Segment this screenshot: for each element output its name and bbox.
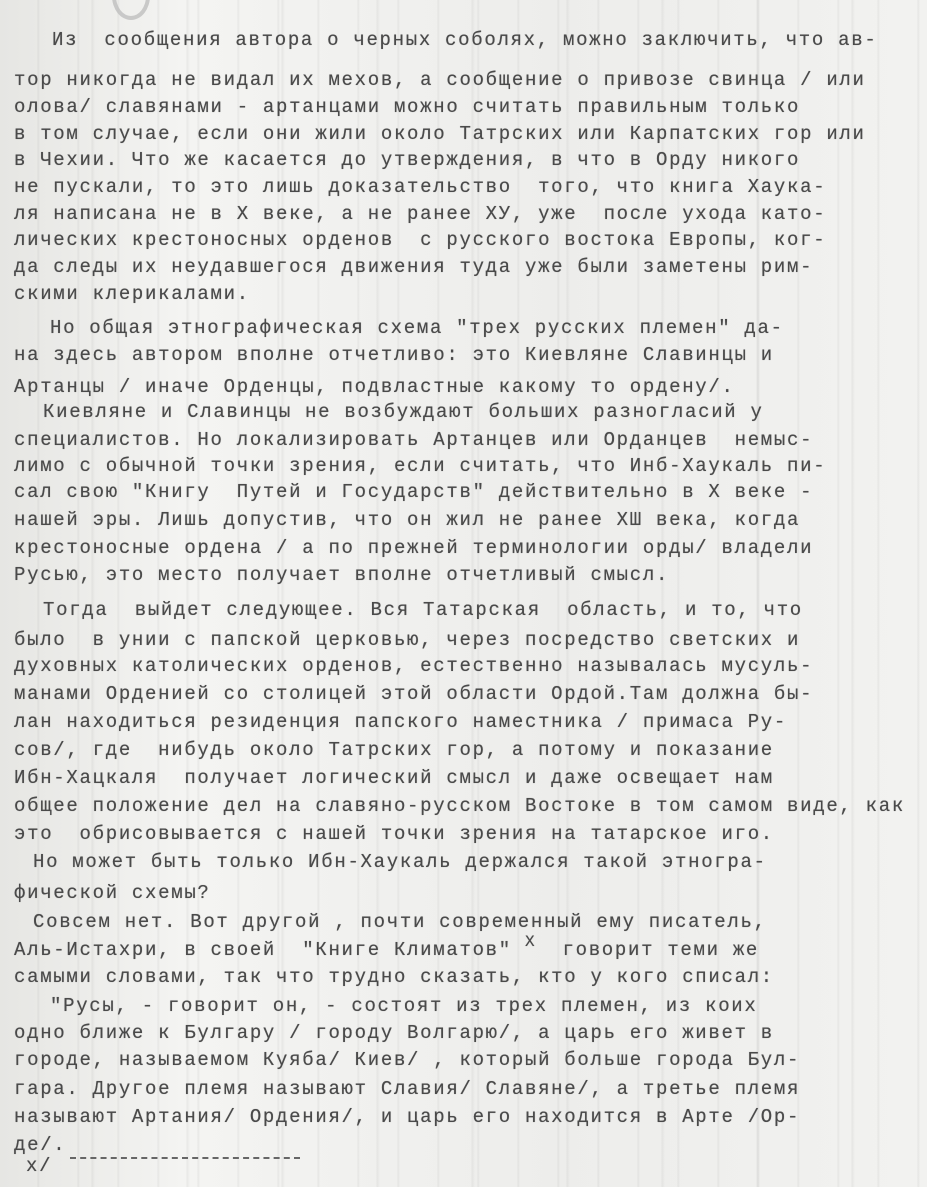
line-text: называют Артания/ Ордения/, и царь его находится в Арте /Ор- (14, 1106, 801, 1128)
text-line (14, 1078, 800, 1100)
text-line (14, 229, 826, 251)
text-line (33, 851, 767, 873)
text-line (52, 29, 877, 51)
line-text: Совсем нет. Вот другой , почти современный ему писатель, (33, 911, 767, 933)
line-text: Русью, это место получает вполне отчетливый смысл. (14, 564, 670, 586)
line-text: крестоносные ордена / а по прежней терминологии орды/ владели (14, 537, 814, 559)
text-line (14, 537, 813, 559)
text-line (14, 203, 826, 225)
text-line (50, 995, 758, 1017)
text-line (14, 739, 774, 761)
footnote-separator (70, 1157, 300, 1159)
line-text: нашей эры. Лишь допустив, что он жил не ранее ХШ века, когда (14, 509, 801, 531)
text-line (14, 655, 813, 677)
line-text: Аль-Истахри, в своей "Книге Климатов" (14, 939, 525, 961)
line-text: х/ (26, 1155, 53, 1177)
line-text: это обрисовывается с нашей точки зрения на татарское иго. (14, 823, 774, 845)
text-line (14, 149, 800, 171)
line-text: Ибн-Хацкаля получает логический смысл и даже освещает нам (14, 767, 774, 789)
line-text: ля написана не в Х веке, а не ранее ХУ, уже после ухода като- (14, 203, 827, 225)
text-line (14, 933, 760, 961)
line-text: Тогда выйдет следующее. Вся Татарская область, и то, что (43, 599, 803, 621)
line-text: в Чехии. Что же касается до утверждения, в что в Орду никого (14, 149, 801, 171)
text-line (14, 795, 905, 817)
text-line (14, 564, 669, 586)
line-text: Но общая этнографическая схема "трех русских племен" да- (50, 317, 784, 339)
line-text: де/. (14, 1134, 67, 1156)
text-line (43, 599, 803, 621)
line-text: Артанцы / иначе Орденцы, подвластные какому то ордену/. (14, 376, 735, 398)
line-text: сов/, где нибудь около Татрских гор, а потому и показание (14, 739, 774, 761)
text-line (50, 317, 784, 339)
text-line (14, 823, 774, 845)
line-text: гара. Другое племя называют Славия/ Славяне/, а третье племя (14, 1078, 801, 1100)
line-text: Но может быть только Ибн-Хаукаль держался такой этногра- (33, 851, 767, 873)
text-line (14, 455, 826, 477)
page-number-mark (112, 0, 150, 20)
text-line (14, 283, 250, 305)
text-line (14, 683, 813, 705)
text-line (14, 376, 735, 398)
text-line (14, 429, 813, 451)
line-text: самыми словами, так что трудно сказать, кто у кого списал: (14, 966, 774, 988)
text-line (14, 481, 813, 503)
text-line (14, 509, 800, 531)
text-line (14, 176, 826, 198)
line-text-continued: говорит теми же (536, 939, 760, 961)
line-text: сал свою "Книгу Путей и Государств" действительно в Х веке - (14, 481, 814, 503)
text-line (14, 629, 800, 651)
line-text: олова/ славянами - артанцами можно считать правильным только (14, 96, 801, 118)
line-text: на здесь автором вполне отчетливо: это Киевляне Славинцы и (14, 344, 774, 366)
line-text: в том случае, если они жили около Татрских или Карпатских гор или (14, 123, 866, 145)
line-text: Киевляне и Славинцы не возбуждают больших разногласий у (43, 401, 764, 423)
line-text: одно ближе к Булгару / городу Волгарю/, а царь его живет в (14, 1022, 774, 1044)
footnote-mark: Х (524, 933, 537, 951)
line-text: тор никогда не видал их мехов, а сообщение о привозе свинца / или (14, 69, 866, 91)
line-text: лических крестоносных орденов с русского востока Европы, ког- (14, 229, 827, 251)
line-text: было в унии с папской церковью, через посредство светских и (14, 629, 801, 651)
text-line (33, 911, 767, 933)
text-line (14, 767, 774, 789)
text-line (26, 1155, 52, 1177)
line-text: лан находиться резиденция папского наместника / примаса Ру- (14, 711, 788, 733)
line-text: общее положение дел на славяно-русском Востоке в том самом виде, как (14, 795, 905, 817)
line-text: городе, называемом Куяба/ Киев/ , который больше города Бул- (14, 1049, 801, 1071)
line-text: фической схемы? (14, 882, 211, 904)
text-line (14, 711, 787, 733)
line-text: да следы их неудавшегося движения туда уже были заметены рим- (14, 256, 814, 278)
line-text: манами Орденией со столицей этой области Ордой.Там должна бы- (14, 683, 814, 705)
text-line (14, 256, 813, 278)
text-line (14, 966, 774, 988)
line-text: скими клерикалами. (14, 283, 250, 305)
text-line (14, 1049, 800, 1071)
text-line (14, 69, 866, 91)
text-line (14, 123, 866, 145)
text-line (14, 96, 800, 118)
text-line (14, 882, 211, 904)
line-text: Из сообщения автора о черных соболях, можно заключить, что ав- (52, 29, 878, 51)
line-text: не пускали, то это лишь доказательство того, что книга Хаука- (14, 176, 827, 198)
text-line (43, 401, 764, 423)
text-line (14, 1022, 774, 1044)
text-line (14, 344, 774, 366)
line-text: специалистов. Но локализировать Артанцев или Орданцев немыс- (14, 429, 814, 451)
line-text: духовных католических орденов, естественно называлась мусуль- (14, 655, 814, 677)
line-text: лимо с обычной точки зрения, если считать, что Инб-Хаукаль пи- (14, 455, 827, 477)
text-line (14, 1134, 66, 1156)
text-line (14, 1106, 800, 1128)
line-text: "Русы, - говорит он, - состоят из трех племен, из коих (50, 995, 758, 1017)
